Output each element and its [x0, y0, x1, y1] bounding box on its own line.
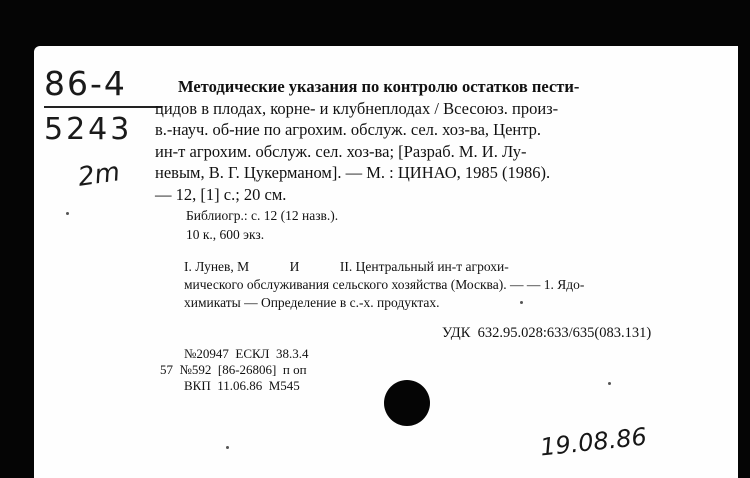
scan-edge-right [736, 0, 750, 478]
speck [226, 446, 229, 449]
udk-classification: УДК 632.95.028:633/635(083.131) [442, 325, 652, 341]
print-run-note: 10 к., 600 экз. [186, 227, 265, 242]
tracing-line: мического обслуживания сельского хозяйства (Москва). — — 1. Ядо- [184, 277, 585, 292]
tracings [184, 258, 714, 312]
description-line: — 12, [1] с.; 20 см. [155, 184, 287, 204]
service-line: №20947 ЕСКЛ 38.3.4 [184, 346, 309, 361]
description-line: невым, В. Г. Цукерманом]. — М. : ЦИНАО, 1985 (1986). [155, 163, 551, 183]
scan-edge-top [0, 0, 750, 48]
speck [608, 382, 611, 385]
bibliography-note: Библиогр.: с. 12 (12 назв.). [186, 208, 339, 223]
tracing-line: химикаты — Определение в с.-х. продуктах. [184, 295, 440, 310]
description-line: ин-т агрохим. обслуж. сел. хоз-ва; [Разраб. М. И. Лу- [155, 141, 527, 161]
scan-edge-left [0, 0, 36, 478]
handwritten-note: 2m [76, 157, 122, 193]
description-line: в.-науч. об-ние по агрохим. обслуж. сел. хоз-ва, Центр. [155, 120, 542, 140]
description-line: цидов в плодах, корне- и клубнеплодах / Всесоюз. произ- [155, 98, 559, 118]
description-title: Методические указания по контролю остатков пести- [178, 77, 580, 96]
shelf-mark-divider [44, 106, 162, 108]
bibliographic-description [155, 76, 715, 206]
speck [66, 212, 69, 215]
speck [520, 301, 523, 304]
service-line: 57 №592 [86-26806] п оп [160, 362, 307, 377]
shelf-mark-bottom: 5243 [44, 112, 133, 147]
card-punch-hole [384, 380, 430, 426]
handwritten-date: 19.08.86 [538, 422, 649, 462]
shelf-mark-top: 86-4 [44, 64, 127, 103]
service-line: ВКП 11.06.86 М545 [184, 378, 300, 393]
tracing-line: I. Лунев, М И II. Центральный ин-т агрохи- [184, 259, 509, 274]
